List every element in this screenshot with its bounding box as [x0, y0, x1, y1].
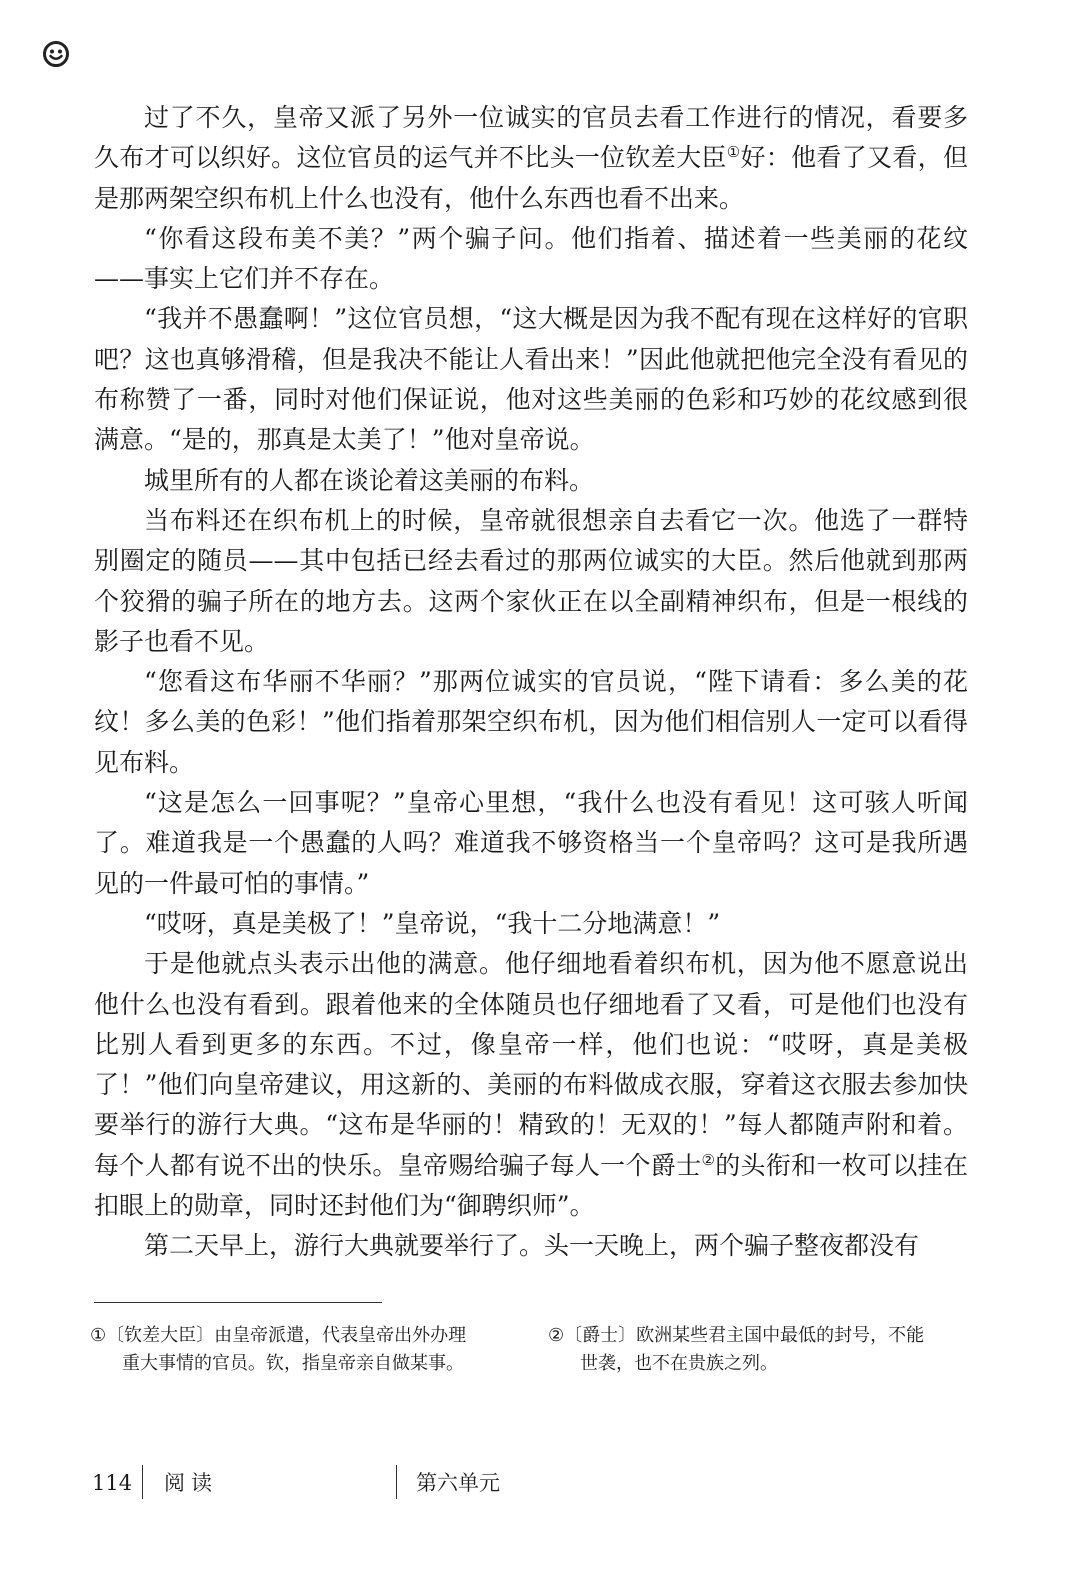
paragraph: “你看这段布美不美？”两个骗子问。他们指着、描述着一些美丽的花纹——事实上它们并不存在。	[94, 223, 968, 294]
section-label: 阅读	[164, 1471, 218, 1495]
paragraph: 城里所有的人都在谈论着这美丽的布料。	[144, 465, 595, 495]
paragraph: “我并不愚蠢啊！”这位官员想，“这大概是因为我不配有现在这样好的官职吧？这也真够滑稽，但是我决不能让人看出来！”因此他就把他完全没有看见的布称赞了一番，同时对他们保证说，他对这些美丽的色彩和巧妙的花纹感到很满意。“是的，那真是太美了！”他对皇帝说。	[94, 304, 968, 455]
footnote-ref[interactable]: ②	[701, 1150, 716, 1169]
page-footer	[0, 1465, 1080, 1505]
paragraph: 第二天早上，游行大典就要举行了。头一天晚上，两个骗子整夜都没有	[144, 1231, 920, 1261]
footer-divider	[142, 1465, 143, 1499]
footnote-ref[interactable]: ①	[726, 143, 741, 162]
footnote-line: 重大事情的官员。钦，指皇帝亲自做某事。	[122, 1353, 464, 1374]
footer-divider	[396, 1465, 397, 1499]
footnote-divider	[94, 1302, 382, 1303]
page-number: 114	[92, 1471, 133, 1495]
footnote-2	[548, 1322, 978, 1378]
footnote-1	[90, 1322, 520, 1378]
paragraph: 于是他就点头表示出他的满意。他仔细地看着织布机，因为他不愿意说出他什么也没有看到。跟着他来的全体随员也仔细地看了又看，可是他们也没有比别人看到更多的东西。不过，像皇帝一样，他们也说：“哎呀，真是美极了！”他们向皇帝建议，用这新的、美丽的布料做成衣服，穿着这衣服去参加快要举行的游行大典。“这布是华丽的！精致的！无双的！”每人都随声附和着。每个人都有说不出的快乐。皇帝赐给骗子每人一个爵士②的头衔和一枚可以挂在扣眼上的勋章，同时还封他们为“御聘织师”。	[94, 949, 968, 1221]
paragraph: “哎呀，真是美极了！”皇帝说，“我十二分地满意！”	[144, 908, 721, 938]
paragraph: 过了不久，皇帝又派了另外一位诚实的官员去看工作进行的情况，看要多久布才可以织好。这位官员的运气并不比头一位钦差大臣①好：他看了又看，但是那两架空织布机上什么也没有，他什么东西也看不出来。	[94, 103, 968, 213]
unit-label: 第六单元	[416, 1471, 500, 1495]
footnote-line: 世袭，也不在贵族之列。	[580, 1353, 778, 1374]
footnote-line: ②〔爵士〕欧洲某些君主国中最低的封号，不能	[548, 1325, 925, 1346]
paragraph: 当布料还在织布机上的时候，皇帝就很想亲自去看它一次。他选了一群特别圈定的随员——其中包括已经去看过的那两位诚实的大臣。然后他就到那两个狡猾的骗子所在的地方去。这两个家伙正在以全副精神织布，但是一根线的影子也看不见。	[94, 505, 968, 656]
body-text	[94, 98, 968, 1267]
paragraph: “您看这布华丽不华丽？”那两位诚实的官员说，“陛下请看：多么美的花纹！多么美的色彩！”他们指着那架空织布机，因为他们相信别人一定可以看得见布料。	[94, 667, 968, 777]
paragraph: “这是怎么一回事呢？”皇帝心里想，“我什么也没有看见！这可骇人听闻了。难道我是一个愚蠢的人吗？难道我不够资格当一个皇帝吗？这可是我所遇见的一件最可怕的事情。”	[94, 788, 968, 898]
footnote-line: ①〔钦差大臣〕由皇帝派遣，代表皇帝出外办理	[90, 1325, 467, 1346]
smiley-face-icon	[42, 40, 70, 68]
